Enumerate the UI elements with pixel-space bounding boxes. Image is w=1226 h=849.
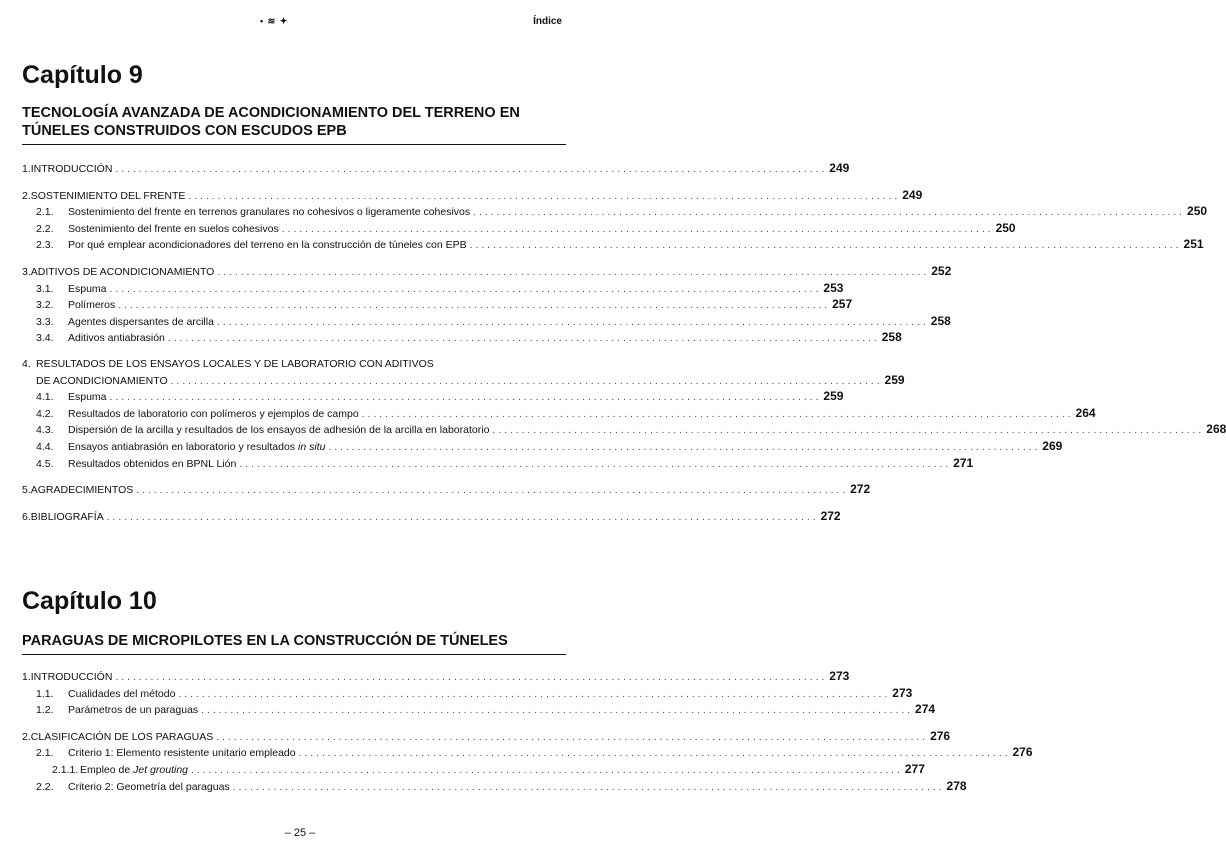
toc-number: 2.2. xyxy=(36,780,54,793)
leader-dots xyxy=(492,423,1201,439)
toc-entry[interactable] xyxy=(22,778,967,796)
toc-title: INTRODUCCIÓN xyxy=(30,671,113,683)
toc-title: Espuma xyxy=(68,282,107,295)
toc-page: 258 xyxy=(930,313,951,328)
toc-entry[interactable] xyxy=(22,728,951,746)
toc-title xyxy=(68,440,325,456)
toc-page: 268 xyxy=(1206,422,1226,437)
leader-dots xyxy=(110,390,819,406)
leader-dots xyxy=(188,189,897,205)
chapter-title: Capítulo 10 xyxy=(22,587,157,615)
toc-page: 252 xyxy=(931,263,952,278)
toc-number: 3.1. xyxy=(36,282,54,295)
toc-title: Criterio 2: Geometría del paraguas xyxy=(68,780,230,793)
page-number: – 25 – xyxy=(284,827,316,839)
chapter-subtitle: PARAGUAS DE MICROPILOTES EN LA CONSTRUCCIÓN DE TÚNELES xyxy=(22,632,566,655)
toc-page: 269 xyxy=(1042,438,1063,453)
toc-number: 3.2. xyxy=(36,299,54,312)
toc-title: RESULTADOS DE LOS ENSAYOS LOCALES Y DE LABORATORIO CON ADITIVOS xyxy=(36,357,434,370)
toc-page: 249 xyxy=(829,161,850,175)
toc-title: AGRADECIMIENTOS xyxy=(30,484,134,497)
toc-page: 264 xyxy=(1075,405,1096,420)
toc-title-italic: Jet grouting xyxy=(133,763,188,776)
leader-dots xyxy=(217,265,926,281)
toc-entry[interactable] xyxy=(22,313,951,331)
toc-number: 3. xyxy=(22,265,31,278)
toc-title: SOSTENIMIENTO DEL FRENTE xyxy=(30,189,186,202)
toc-title: Espuma xyxy=(68,391,107,404)
toc-page: 249 xyxy=(902,187,923,202)
header-section-label: Índice xyxy=(533,16,562,27)
leader-dots xyxy=(107,510,816,526)
toc-number: 2.1. xyxy=(36,206,54,219)
chapter-10 xyxy=(22,586,1033,795)
toc-entry[interactable] xyxy=(22,685,913,703)
toc-page: 259 xyxy=(823,389,844,404)
toc-title: Dispersión de la arcilla y resultados de los ensayos de adhesión de la arcilla en laboratorio xyxy=(68,424,490,437)
leader-dots xyxy=(299,746,1008,762)
toc-number: 2.3. xyxy=(36,239,54,252)
toc-number: 2.2. xyxy=(36,222,54,235)
toc-entry[interactable] xyxy=(22,263,952,281)
toc-entry[interactable] xyxy=(22,438,1063,456)
toc-title: Cualidades del método xyxy=(68,687,176,700)
toc-title: Sostenimiento del frente en suelos cohesivos xyxy=(68,222,279,235)
leader-dots xyxy=(191,763,900,779)
toc-title: Criterio 1: Elemento resistente unitario empleado xyxy=(68,747,296,760)
leader-dots xyxy=(216,730,925,746)
chapter-subtitle xyxy=(22,104,566,145)
toc-page: 272 xyxy=(850,482,871,497)
toc-number: 2. xyxy=(22,730,31,743)
leader-dots xyxy=(239,457,948,473)
toc-page: 273 xyxy=(829,669,850,683)
toc-number: 3.3. xyxy=(36,315,54,328)
toc-number: 1. xyxy=(22,163,31,175)
toc-title: Sostenimiento del frente en terrenos granulares no cohesivos o ligeramente cohesivos xyxy=(68,206,471,219)
table-of-contents xyxy=(22,161,1226,525)
header-ornament: • ≋ ✦ xyxy=(260,16,289,26)
toc-page: 272 xyxy=(820,508,841,523)
chapter-title: Capítulo 9 xyxy=(22,61,143,89)
leader-dots xyxy=(115,162,824,178)
toc-entry[interactable] xyxy=(22,508,841,526)
leader-dots xyxy=(136,483,845,499)
toc-number: 1.1. xyxy=(36,687,54,700)
toc-title: Aditivos antiabrasión xyxy=(68,332,165,345)
toc-title: INTRODUCCIÓN xyxy=(30,163,113,175)
chapter-9 xyxy=(22,60,1226,525)
toc-entry[interactable] xyxy=(22,161,850,178)
leader-dots xyxy=(233,780,942,796)
toc-title: Por qué emplear acondicionadores del terreno en la construcción de túneles con EPB xyxy=(68,239,467,252)
toc-title: CLASIFICACIÓN DE LOS PARAGUAS xyxy=(30,730,214,743)
toc-page: 277 xyxy=(904,761,925,776)
leader-dots xyxy=(473,205,1182,221)
toc-title: Polímeros xyxy=(68,299,116,312)
toc-number: 1.2. xyxy=(36,704,54,717)
toc-number: 4.1. xyxy=(36,391,54,404)
toc-entry[interactable] xyxy=(22,745,1033,762)
toc-entry[interactable] xyxy=(22,297,853,314)
toc-title: Parámetros de un paraguas xyxy=(68,704,199,717)
toc-entry[interactable] xyxy=(22,455,974,473)
toc-title: ADITIVOS DE ACONDICIONAMIENTO xyxy=(30,265,215,278)
toc-title: BIBLIOGRAFÍA xyxy=(30,510,104,523)
toc-entry[interactable] xyxy=(22,422,1226,439)
toc-page: 271 xyxy=(953,455,974,470)
toc-number: 4.3. xyxy=(36,424,54,437)
toc-page: 278 xyxy=(946,778,967,793)
toc-entry-continuation[interactable] xyxy=(22,372,905,390)
toc-number: 4. xyxy=(22,357,31,370)
toc-title-text: Empleo de xyxy=(80,763,134,776)
toc-title-text: Ensayos antiabrasión en laboratorio y resultados xyxy=(68,440,298,453)
toc-title: Agentes dispersantes de arcilla xyxy=(68,315,214,328)
toc-number: 1. xyxy=(22,671,31,683)
toc-entry[interactable] xyxy=(22,761,925,779)
toc-entry[interactable] xyxy=(22,702,936,719)
leader-dots xyxy=(282,222,991,238)
toc-entry[interactable] xyxy=(22,280,844,298)
toc-page: 276 xyxy=(1012,745,1033,760)
toc-entry[interactable] xyxy=(22,220,1016,238)
toc-entry[interactable] xyxy=(22,357,566,373)
toc-page: 250 xyxy=(995,220,1016,235)
toc-entry[interactable] xyxy=(22,330,902,347)
toc-number: 5. xyxy=(22,484,31,497)
toc-number: 2.1.1. xyxy=(52,763,79,776)
leader-dots xyxy=(362,407,1071,423)
toc-page: 274 xyxy=(915,702,936,717)
toc-title: DE ACONDICIONAMIENTO xyxy=(36,374,168,387)
toc-entry[interactable] xyxy=(22,482,871,499)
toc-number: 2. xyxy=(22,189,31,202)
leader-dots xyxy=(171,374,880,390)
chapter-subtitle-line: TÚNELES CONSTRUIDOS CON ESCUDOS EPB xyxy=(22,123,347,139)
toc-number: 3.4. xyxy=(36,332,54,345)
leader-dots xyxy=(201,703,910,719)
leader-dots xyxy=(178,687,887,703)
leader-dots xyxy=(110,282,819,298)
toc-page: 251 xyxy=(1183,237,1204,252)
toc-number: 4.2. xyxy=(36,407,54,420)
toc-title-italic: in situ xyxy=(297,440,326,453)
toc-entry[interactable] xyxy=(22,389,844,406)
toc-page: 257 xyxy=(832,297,853,312)
toc-number: 6. xyxy=(22,510,31,523)
toc-page: 253 xyxy=(823,280,844,295)
toc-number: 4.5. xyxy=(36,457,54,470)
toc-page: 276 xyxy=(930,728,951,743)
toc-number: 4.4. xyxy=(36,440,54,453)
table-of-contents xyxy=(22,669,1033,795)
toc-entry[interactable] xyxy=(22,669,850,686)
toc-page: 258 xyxy=(881,330,902,345)
toc-title: Resultados obtenidos en BPNL Lión xyxy=(68,457,237,470)
leader-dots xyxy=(470,238,1179,254)
toc-entry[interactable] xyxy=(22,204,1208,221)
leader-dots xyxy=(217,315,926,331)
leader-dots xyxy=(328,440,1037,456)
toc-number: 2.1. xyxy=(36,747,54,760)
leader-dots xyxy=(115,670,824,686)
toc-entry[interactable] xyxy=(22,187,923,205)
toc-page: 259 xyxy=(884,372,905,387)
toc-title xyxy=(80,763,188,779)
toc-page: 250 xyxy=(1187,204,1208,219)
toc-entry[interactable] xyxy=(22,405,1096,423)
toc-page: 273 xyxy=(892,685,913,700)
chapter-subtitle-line: TECNOLOGÍA AVANZADA DE ACONDICIONAMIENTO DEL TERRENO EN xyxy=(22,105,520,121)
toc-entry[interactable] xyxy=(22,237,1204,254)
toc-title: Resultados de laboratorio con polímeros y ejemplos de campo xyxy=(68,407,359,420)
leader-dots xyxy=(168,331,877,347)
leader-dots xyxy=(118,298,827,314)
